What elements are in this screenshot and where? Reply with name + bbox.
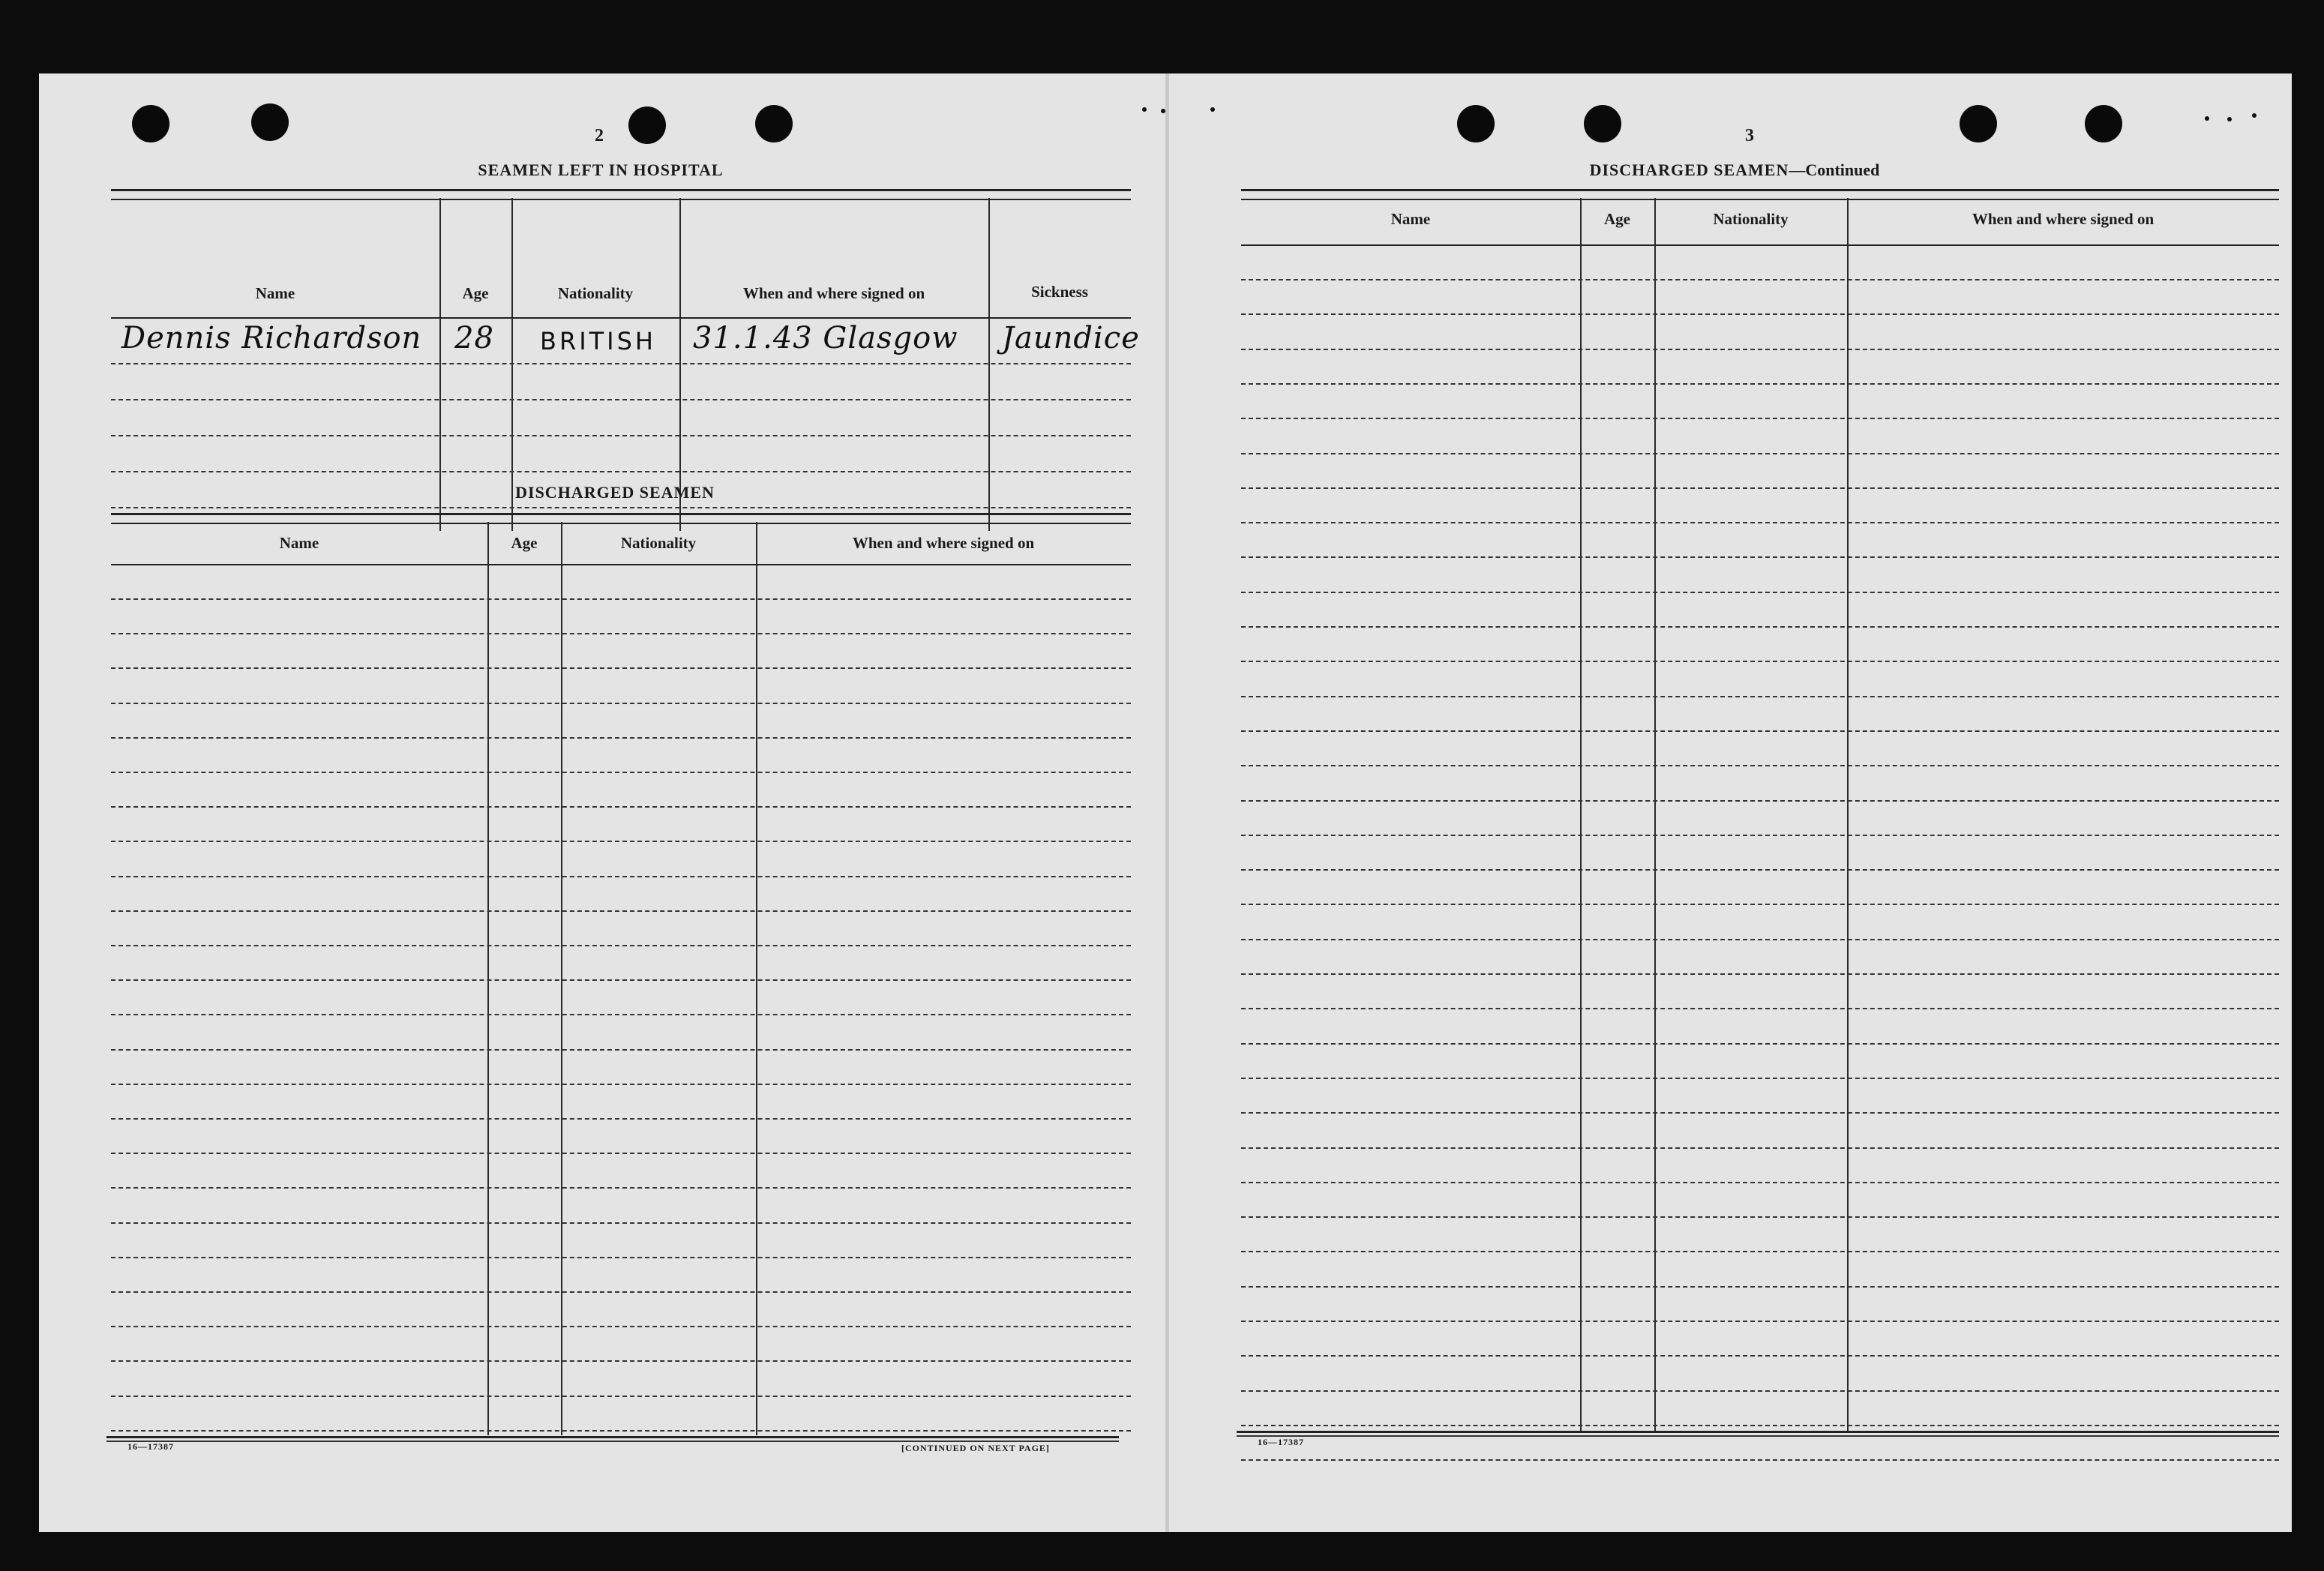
row-line [111,1118,1131,1120]
column-divider [561,522,562,1435]
row-line [1241,556,2279,558]
header-underline [111,564,1131,565]
row-line [1241,522,2279,523]
row-line [111,1187,1131,1189]
row-line [1241,1355,2279,1357]
bottom-rule [1237,1435,2279,1437]
column-divider [511,198,513,531]
row-line [1241,869,2279,871]
row-line [111,703,1131,704]
column-header-age: Age [511,534,538,552]
row-line [111,471,1131,472]
column-header-nationality: Nationality [557,284,634,302]
row-line [1241,661,2279,662]
row-line [111,806,1131,808]
row-line [111,841,1131,842]
row-line [111,910,1131,912]
column-header-nationality: Nationality [1713,210,1789,228]
hospital-row-nationality: BRITISH [540,327,656,355]
row-line [1241,800,2279,802]
row-line [111,1430,1131,1432]
row-line [1241,453,2279,454]
row-line [1241,349,2279,350]
row-line [1241,592,2279,593]
hospital-section-title: SEAMEN LEFT IN HOSPITAL [478,160,724,179]
row-line [1241,1216,2279,1218]
binder-hole [755,105,793,142]
ledger-top-rule [1241,189,2279,200]
row-line [1241,696,2279,697]
discharged-continued-title [1590,160,1880,180]
row-line [1241,313,2279,315]
section-title-main: DISCHARGED SEAMEN [1589,160,1789,179]
hospital-ledger [111,189,1140,531]
row-line [1241,939,2279,940]
column-header-sickness: Sickness [1031,283,1088,301]
column-header-signed-on: When and where signed on [1972,210,2155,228]
row-line [1241,1043,2279,1045]
binder-hole [628,106,666,144]
column-header-nationality: Nationality [620,534,697,552]
form-number: 16—17387 [127,1441,174,1452]
continued-note: [CONTINUED ON NEXT PAGE] [901,1443,1050,1453]
row-line [111,1084,1131,1085]
speck [2252,113,2257,118]
header-underline [111,317,1131,319]
speck [1142,107,1147,112]
hospital-row-age: 28 [454,321,494,355]
row-line [111,1153,1131,1154]
row-line [1241,1182,2279,1183]
column-divider [439,198,441,531]
binder-hole [132,105,169,142]
hospital-row-sickness: Jaundice [1002,321,1140,355]
row-line [111,435,1131,436]
row-line [111,876,1131,877]
column-divider [679,198,681,531]
row-line [111,979,1131,981]
row-line [1241,418,2279,419]
speck [2205,116,2209,121]
hospital-row-name: Dennis Richardson [121,321,422,355]
ledger-top-rule [111,189,1131,200]
binder-hole [1457,105,1495,142]
row-line [111,363,1131,364]
row-line [1241,765,2279,766]
discharged-continued-ledger [1241,189,2279,1431]
row-line [111,1326,1131,1327]
row-line [1241,1286,2279,1288]
page-number: 2 [595,126,604,145]
row-line [1241,1390,2279,1392]
binder-hole [1960,105,1997,142]
row-line [111,1049,1131,1051]
binder-hole [2085,105,2122,142]
header-underline [1241,244,2279,246]
column-header-signed-on: When and where signed on [852,534,1035,552]
row-line [111,737,1131,739]
column-header-age: Age [462,284,489,302]
row-line [111,772,1131,773]
column-divider [487,522,489,1435]
row-line [1241,279,2279,280]
speck [1210,107,1215,112]
bottom-rule [106,1441,1119,1442]
column-header-age: Age [1604,210,1630,228]
column-header-name: Name [255,284,295,302]
row-line [111,667,1131,669]
bottom-rule [106,1436,1119,1438]
row-line [111,945,1131,946]
row-line [111,1257,1131,1258]
left-page [39,73,1166,1532]
row-line [1241,626,2279,628]
row-line [1241,1147,2279,1149]
row-line [111,1360,1131,1362]
binder-hole [251,103,289,141]
row-line [1241,1425,2279,1426]
form-number: 16—17387 [1258,1437,1304,1447]
row-line [111,507,1131,508]
column-divider [756,522,757,1435]
row-line [1241,835,2279,836]
row-line [1241,1008,2279,1009]
column-header-name: Name [1390,210,1431,228]
row-line [1241,1321,2279,1322]
ledger-top-rule [111,513,1131,524]
discharged-ledger [111,513,1131,1435]
section-title-suffix: —Continued [1789,160,1880,179]
page-number: 3 [1745,126,1754,145]
speck [2227,117,2232,121]
bottom-rule [1237,1431,2279,1433]
column-header-name: Name [279,534,319,552]
row-line [111,1291,1131,1293]
column-divider [988,198,990,531]
row-line [111,633,1131,634]
row-line [111,1396,1131,1397]
speck [1161,109,1165,113]
row-line [1241,487,2279,489]
row-line [111,598,1131,600]
row-line [1241,1251,2279,1252]
row-line [1241,1078,2279,1079]
row-line [1241,1112,2279,1114]
hospital-row-signed-on: 31.1.43 Glasgow [693,321,958,355]
binder-hole [1584,105,1621,142]
row-line [111,1014,1131,1015]
row-line [1241,1459,2279,1461]
row-line [1241,904,2279,905]
right-page [1169,73,2292,1532]
row-line [1241,973,2279,975]
row-line [111,399,1131,400]
column-header-signed-on: When and where signed on [742,284,925,302]
row-line [1241,383,2279,385]
row-line [111,1222,1131,1224]
discharged-section-title: DISCHARGED SEAMEN [515,483,715,502]
row-line [1241,730,2279,732]
